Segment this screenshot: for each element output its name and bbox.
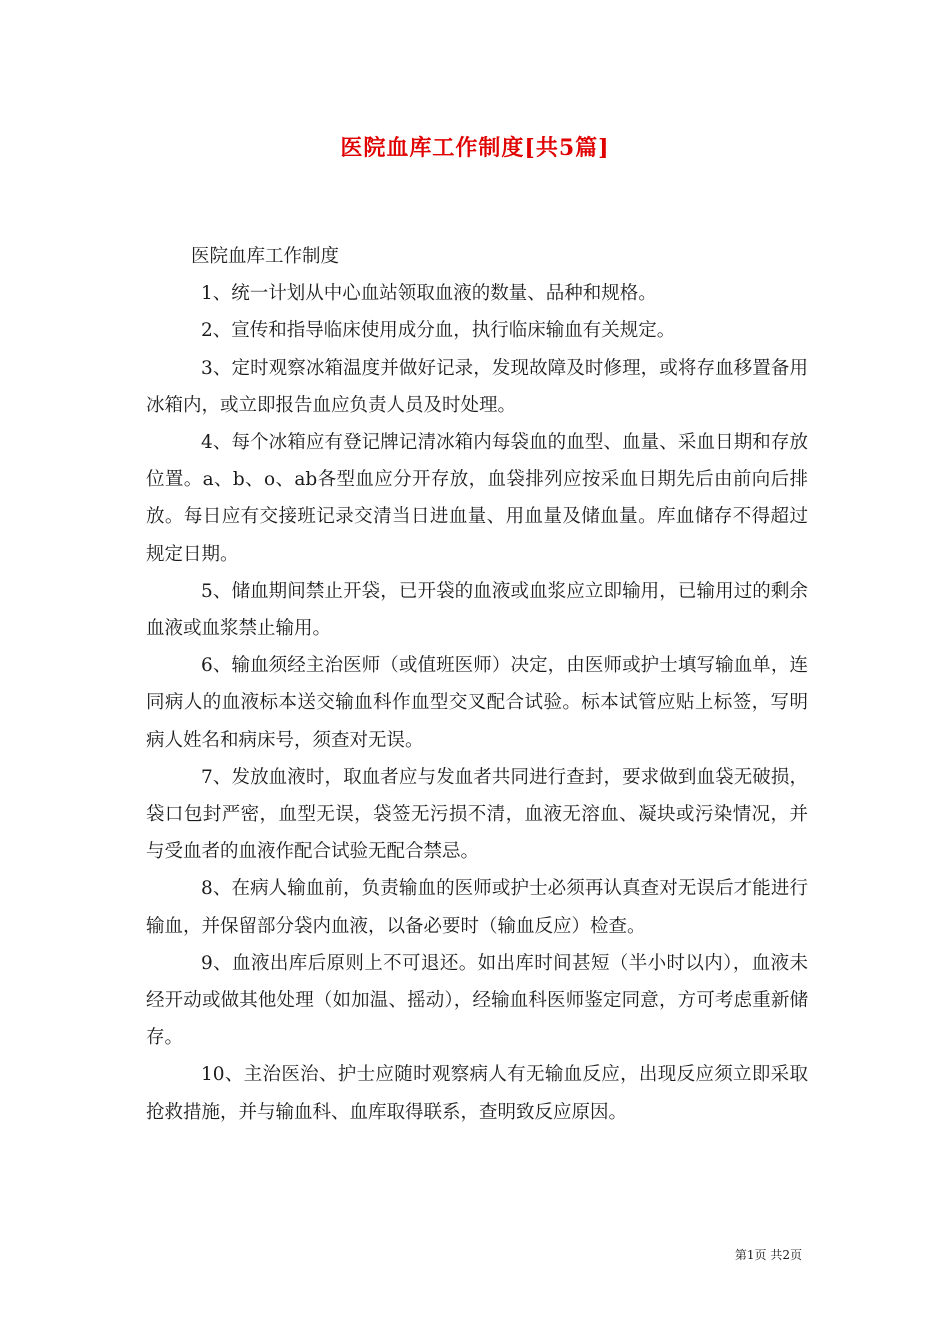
paragraph-2: 2、宣传和指导临床使用成分血，执行临床输血有关规定。 [201,320,676,342]
page-number-footer: 第1页 共2页 [734,1248,802,1262]
paragraph-4: 4、每个冰箱应有登记牌记清冰箱内每袋血的血型、血量、采血日期和存放位置。a、b、o、ab各型血应分开存放，血袋排列应按采血日期先后由前向后排放。每日应有交接班记录交清当日进血量、用血量及储血量。库血储存不得超过规定日期。 [146,432,808,565]
paragraph-10: 10、主治医治、护士应随时观察病人有无输血反应，出现反应须立即采取抢救措施，并与输血科、血库取得联系，查明致反应原因。 [146,1064,808,1123]
document-subtitle: 医院血库工作制度 [191,246,340,267]
paragraph-3: 3、定时观察冰箱温度并做好记录，发现故障及时修理，或将存血移置备用冰箱内，或立即报告血应负责人员及时处理。 [146,357,808,416]
paragraph-1: 1、统一计划从中心血站领取血液的数量、品种和规格。 [201,283,657,305]
paragraph-8: 8、在病人输血前，负责输血的医师或护士必须再认真查对无误后才能进行输血，并保留部分袋内血液，以备必要时（输血反应）检查。 [146,878,808,937]
paragraph-7: 7、发放血液时，取血者应与发血者共同进行查封，要求做到血袋无破损，袋口包封严密，血型无误，袋签无污损不清，血液无溶血、凝块或污染情况，并与受血者的血液作配合试验无配合禁忌。 [146,766,808,863]
document-body [146,238,808,1131]
paragraph-9: 9、血液出库后原则上不可退还。如出库时间甚短（半小时以内），血液未经开动或做其他处理（如加温、摇动），经输血科医师鉴定同意，方可考虑重新储存。 [146,952,808,1049]
paragraph-6: 6、输血须经主治医师（或值班医师）决定，由医师或护士填写输血单，连同病人的血液标本送交输血科作血型交叉配合试验。标本试管应贴上标签，写明病人姓名和病床号，须查对无误。 [146,655,808,751]
document-title: 医院血库工作制度[共5篇] [340,135,610,161]
paragraph-5: 5、储血期间禁止开袋，已开袋的血液或血浆应立即输用，已输用过的剩余血液或血浆禁止输用。 [146,580,808,640]
